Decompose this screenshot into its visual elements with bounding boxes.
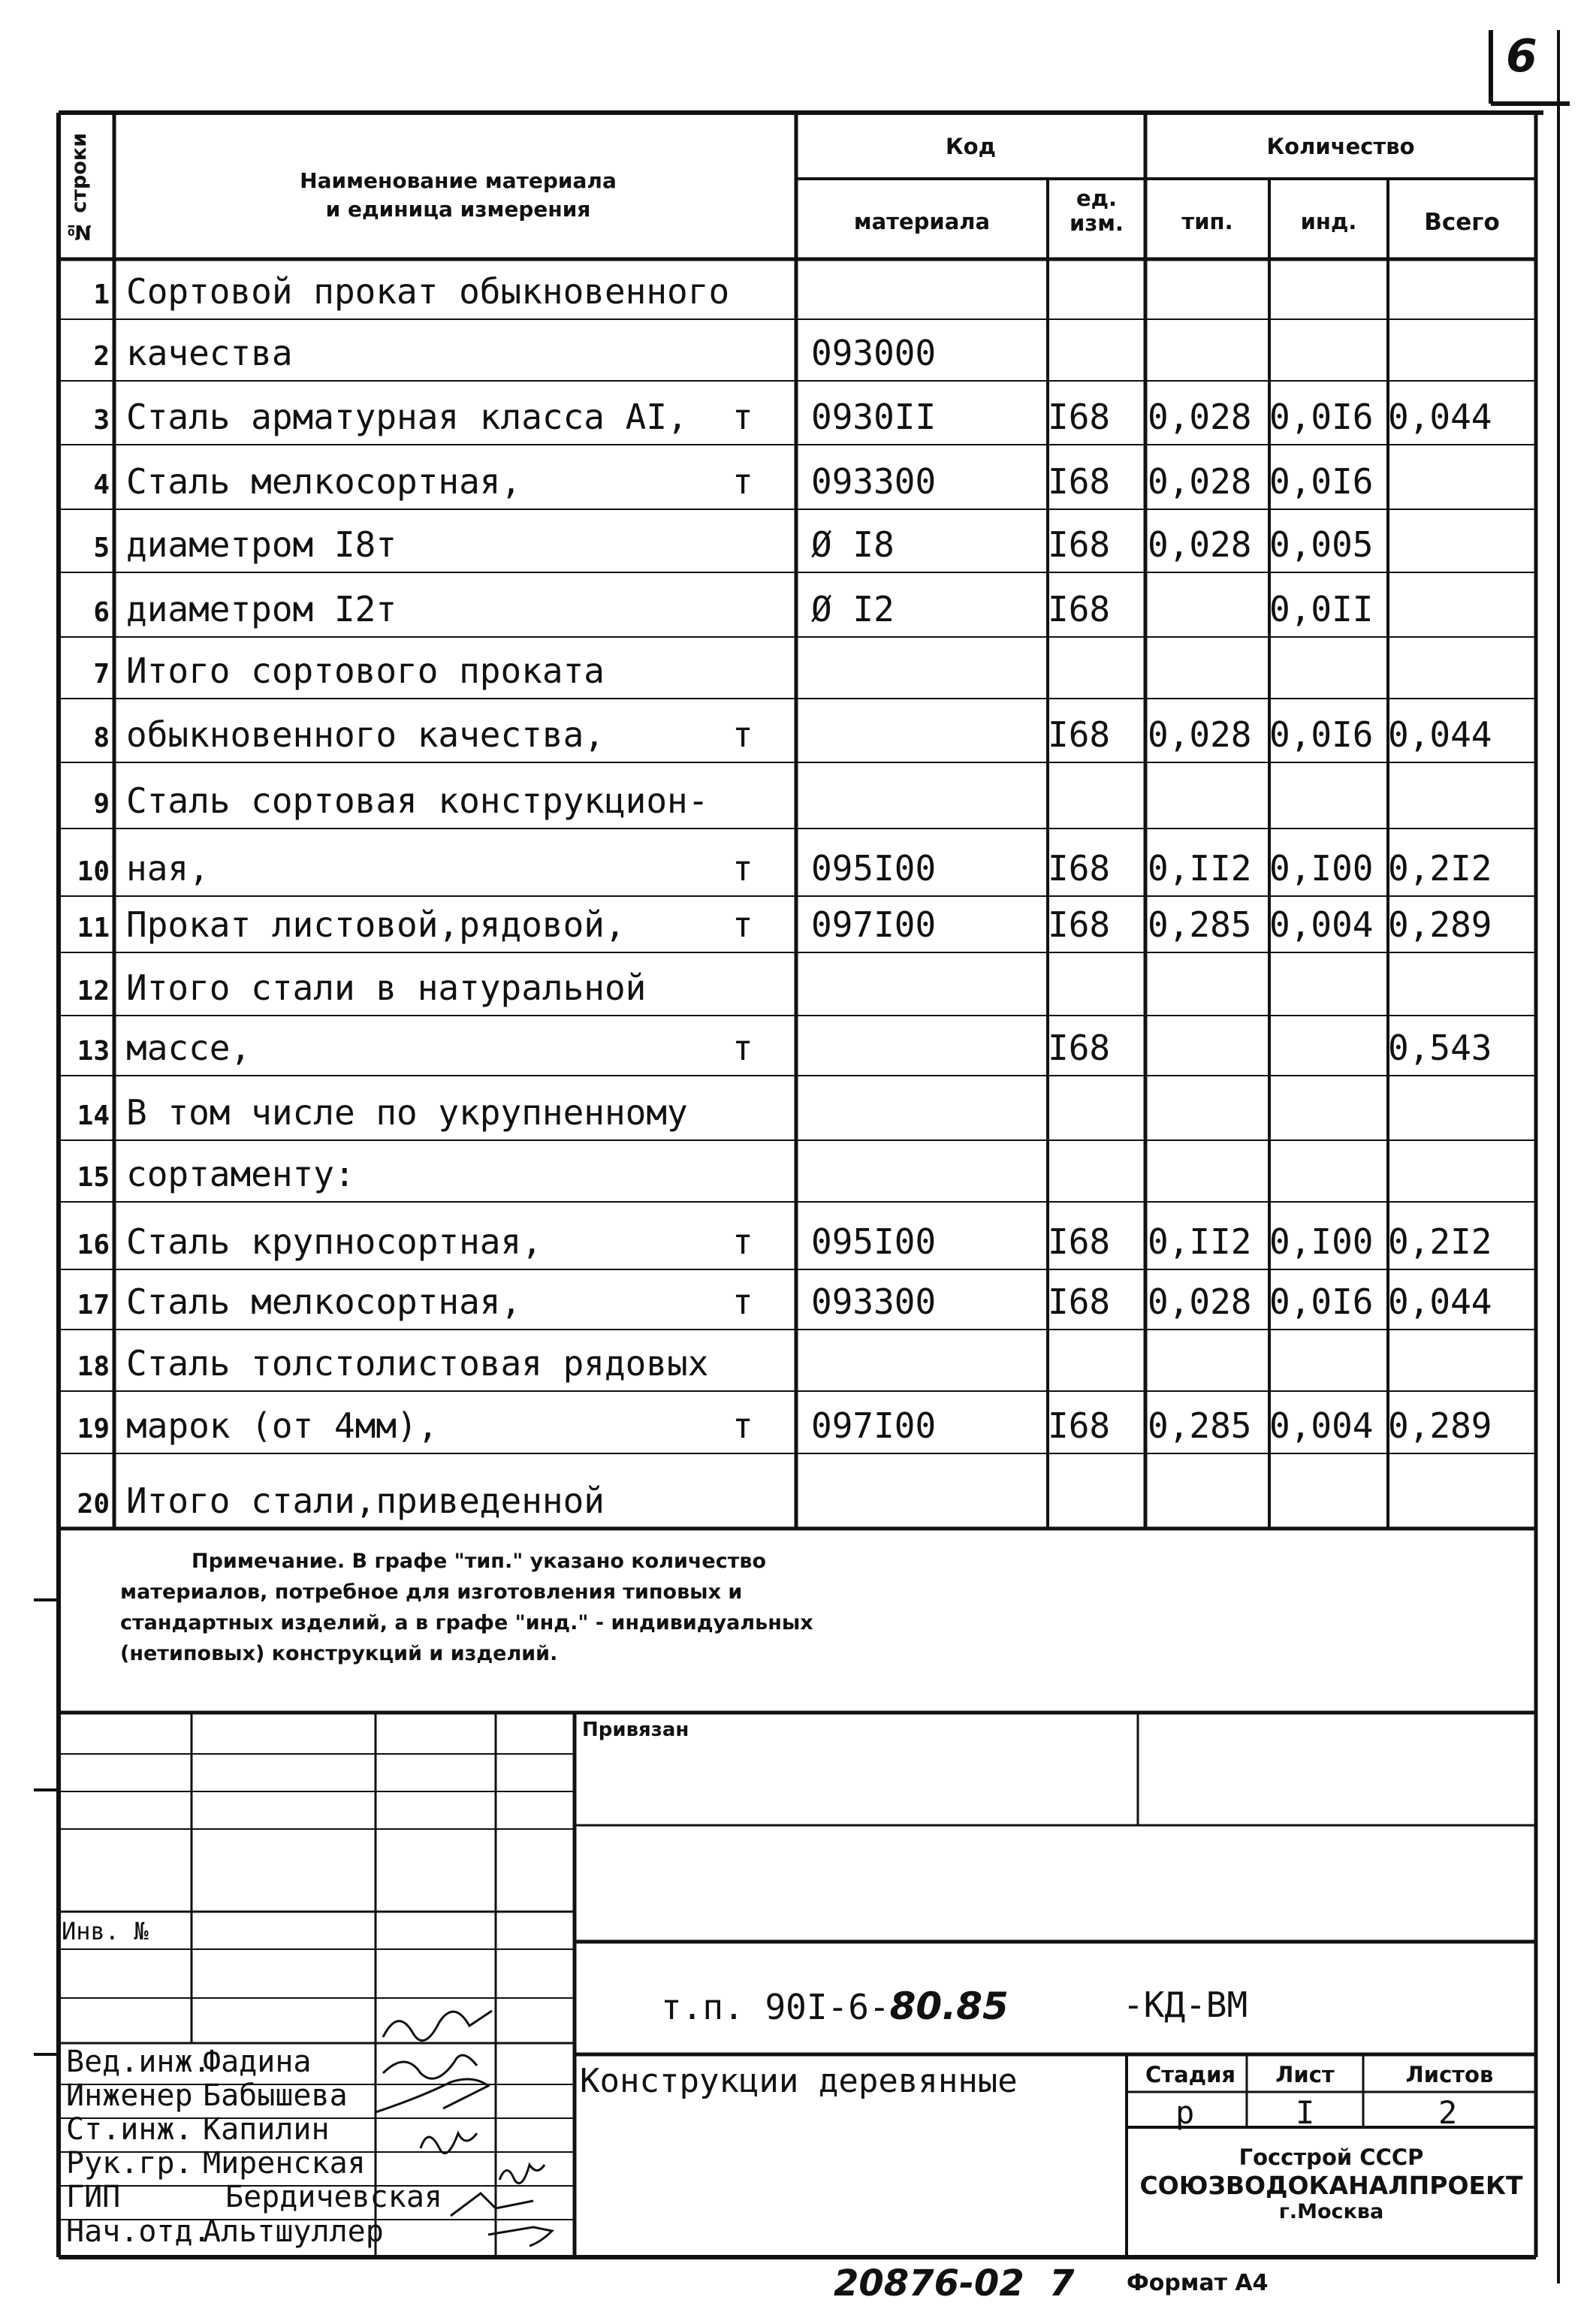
row-measure-code: I68 — [1048, 524, 1111, 565]
row-material-code: Ø I8 — [811, 524, 895, 565]
row-qty-individual: 0,0I6 — [1269, 397, 1374, 437]
row-unit: т — [732, 1221, 753, 1262]
staff-role: Вед.инж. — [66, 2045, 211, 2079]
row-measure-code: I68 — [1048, 1221, 1111, 1262]
stage-value: р — [1175, 2094, 1195, 2131]
row-measure-code: I68 — [1048, 461, 1111, 502]
staff-role: Нач.отд. — [66, 2214, 211, 2249]
row-material-name: В том числе по укрупненному — [126, 1092, 688, 1133]
row-material-code: 093300 — [811, 461, 937, 502]
row-qty-individual: 0,004 — [1269, 1405, 1374, 1446]
row-measure-code: I68 — [1048, 714, 1111, 755]
row-qty-total: 0,543 — [1388, 1028, 1492, 1068]
staff-name: Альтшуллер — [203, 2214, 384, 2249]
header-qty-typ: тип. — [1181, 209, 1233, 234]
row-qty-total: 0,044 — [1388, 1281, 1492, 1322]
note-text — [120, 1546, 813, 1669]
row-qty-individual: 0,0I6 — [1269, 461, 1374, 502]
staff-name: Фадина — [203, 2045, 312, 2079]
staff-role: Инженер — [66, 2078, 193, 2113]
staff-role: Ст.инж. — [66, 2112, 193, 2147]
row-unit: т — [732, 1405, 753, 1446]
row-material-name: диаметром I2т — [126, 589, 397, 629]
row-number: 2 — [93, 341, 110, 372]
header-code-group: Код — [945, 134, 997, 159]
org-name: СОЮЗВОДОКАНАЛПРОЕКТ — [1139, 2170, 1523, 2200]
row-qty-individual: 0,0I6 — [1269, 714, 1374, 755]
row-qty-total: 0,044 — [1388, 714, 1492, 755]
row-material-name: Сталь мелкосортная, — [126, 1281, 522, 1322]
row-number: 1 — [93, 279, 110, 310]
sheet-label: Лист — [1275, 2062, 1335, 2087]
sheets-value: 2 — [1438, 2094, 1458, 2131]
staff-name: Бердичевская — [225, 2180, 442, 2214]
archive-number: 20876-02 7 — [834, 2262, 1075, 2304]
row-measure-code: I68 — [1048, 1281, 1111, 1322]
row-qty-total: 0,2I2 — [1388, 1221, 1492, 1262]
page-number: 6 — [1506, 30, 1537, 83]
row-measure-code: I68 — [1048, 589, 1111, 629]
row-material-name: диаметром I8т — [126, 524, 397, 565]
row-number: 8 — [93, 723, 110, 753]
row-unit: т — [732, 397, 753, 437]
row-material-name: ная, — [126, 848, 210, 889]
row-qty-individual: 0,0II — [1269, 589, 1374, 629]
header-qty-group: Количество — [1266, 134, 1415, 159]
stage-label: Стадия — [1145, 2062, 1236, 2087]
row-material-name: сортаменту: — [126, 1154, 355, 1194]
row-qty-individual: 0,I00 — [1269, 1221, 1374, 1262]
row-material-code: 097I00 — [811, 904, 937, 945]
row-number: 9 — [93, 789, 110, 819]
row-number: 5 — [93, 533, 110, 563]
row-number: 16 — [77, 1230, 110, 1260]
row-number: 3 — [93, 405, 110, 436]
inventory-number-label: Инв. № — [62, 1917, 149, 1945]
row-material-name: Сталь толстолистовая рядовых — [126, 1343, 709, 1384]
row-number: 10 — [77, 856, 110, 887]
row-material-name: Сталь крупносортная, — [126, 1221, 542, 1262]
staff-name: Капилин — [203, 2112, 330, 2147]
document-code-suffix: -КД-ВМ — [1123, 1985, 1248, 2025]
staff-role: ГИП — [66, 2180, 121, 2214]
org-ministry: Госстрой СССР — [1238, 2145, 1424, 2170]
document-code — [661, 1985, 1009, 2028]
note-line: стандартных изделий, а в графе "инд." - индивидуальных — [120, 1611, 813, 1635]
row-unit: т — [732, 714, 753, 755]
organization-block — [1127, 2145, 1536, 2225]
staff-name: Бабышева — [203, 2078, 348, 2113]
row-number: 20 — [77, 1489, 110, 1520]
row-unit: т — [732, 1281, 753, 1322]
row-material-name: Прокат листовой,рядовой, — [126, 904, 626, 945]
row-material-name: обыкновенного качества, — [126, 714, 605, 755]
row-material-code: 095I00 — [811, 1221, 937, 1262]
row-material-name: Итого стали в натуральной — [126, 967, 647, 1008]
row-unit: т — [732, 848, 753, 889]
row-qty-typical: 0,285 — [1148, 904, 1252, 945]
row-material-name: Сталь сортовая конструкцион- — [126, 780, 709, 821]
row-measure-code: I68 — [1048, 1405, 1111, 1446]
header-qty-total: Всего — [1424, 209, 1500, 236]
row-qty-individual: 0,004 — [1269, 904, 1374, 945]
row-qty-total: 0,289 — [1388, 1405, 1492, 1446]
row-number: 14 — [77, 1100, 110, 1131]
row-number: 19 — [77, 1414, 110, 1444]
row-qty-total: 0,2I2 — [1388, 848, 1492, 889]
row-measure-code: I68 — [1048, 397, 1111, 437]
row-material-name: Сталь арматурная класса AI, — [126, 397, 688, 437]
row-qty-typical: 0,II2 — [1148, 848, 1252, 889]
privyazan-label: Привязан — [582, 1719, 689, 1741]
row-qty-typical: 0,028 — [1148, 461, 1252, 502]
row-qty-individual: 0,0I6 — [1269, 1281, 1374, 1322]
sheets-label: Листов — [1405, 2062, 1494, 2087]
row-material-code: 095I00 — [811, 848, 937, 889]
document-code-typed: т.п. 90I-6- — [661, 1987, 890, 2027]
row-measure-code: I68 — [1048, 1028, 1111, 1068]
row-qty-individual: 0,005 — [1269, 524, 1374, 565]
sheet-value: I — [1296, 2094, 1315, 2131]
row-material-name: качества — [126, 333, 293, 373]
format-label: Формат А4 — [1127, 2270, 1269, 2296]
row-material-code: 093000 — [811, 333, 937, 373]
document-title: Конструкции деревянные — [580, 2062, 1018, 2100]
row-measure-code: I68 — [1048, 904, 1111, 945]
row-material-name: Сортовой прокат обыкновенного — [126, 271, 730, 312]
staff-role: Рук.гр. — [66, 2146, 193, 2181]
row-qty-total: 0,289 — [1388, 904, 1492, 945]
row-material-code: 097I00 — [811, 1405, 937, 1446]
row-material-name: Итого стали,приведенной — [126, 1480, 605, 1521]
row-material-code: 0930II — [811, 397, 937, 437]
row-qty-typical: 0,II2 — [1148, 1221, 1252, 1262]
row-number: 12 — [77, 976, 110, 1007]
note-line: (нетиповых) конструкций и изделий. — [120, 1642, 558, 1666]
org-city: г.Москва — [1278, 2200, 1384, 2224]
row-material-name: массе, — [126, 1028, 252, 1068]
header-row-number: № строки — [68, 132, 91, 243]
row-material-code: Ø I2 — [811, 589, 895, 629]
row-qty-total: 0,044 — [1388, 397, 1492, 437]
row-number: 17 — [77, 1290, 110, 1321]
row-material-name: марок (от 4мм), — [126, 1405, 439, 1446]
document-code-handwritten: 80.85 — [889, 1985, 1009, 2028]
header-code-material: материала — [853, 209, 991, 234]
note-line: Примечание. В графе "тип." указано количество — [192, 1550, 767, 1573]
row-number: 18 — [77, 1351, 110, 1382]
row-qty-typical: 0,028 — [1148, 524, 1252, 565]
row-qty-typical: 0,028 — [1148, 714, 1252, 755]
row-material-name: Итого сортового проката — [126, 650, 605, 691]
note-line: материалов, потребное для изготовления типовых и — [120, 1580, 743, 1604]
header-qty-ind: инд. — [1300, 209, 1357, 234]
header-material-name: Наименование материала и единица измерения — [300, 168, 617, 222]
row-number: 13 — [77, 1036, 110, 1067]
row-unit: т — [732, 461, 753, 502]
row-unit: т — [732, 1028, 753, 1068]
row-qty-typical: 0,028 — [1148, 397, 1252, 437]
row-qty-typical: 0,028 — [1148, 1281, 1252, 1322]
row-material-code: 093300 — [811, 1281, 937, 1322]
row-measure-code: I68 — [1048, 848, 1111, 889]
row-number: 4 — [93, 469, 110, 500]
header-code-unit: ед. изм. — [1070, 186, 1124, 237]
row-number: 15 — [77, 1162, 110, 1193]
row-number: 6 — [93, 597, 110, 628]
row-qty-individual: 0,I00 — [1269, 848, 1374, 889]
row-unit: т — [732, 904, 753, 945]
row-number: 7 — [93, 659, 110, 690]
row-material-name: Сталь мелкосортная, — [126, 461, 522, 502]
row-number: 11 — [77, 913, 110, 943]
staff-name: Миренская — [203, 2146, 366, 2181]
row-qty-typical: 0,285 — [1148, 1405, 1252, 1446]
